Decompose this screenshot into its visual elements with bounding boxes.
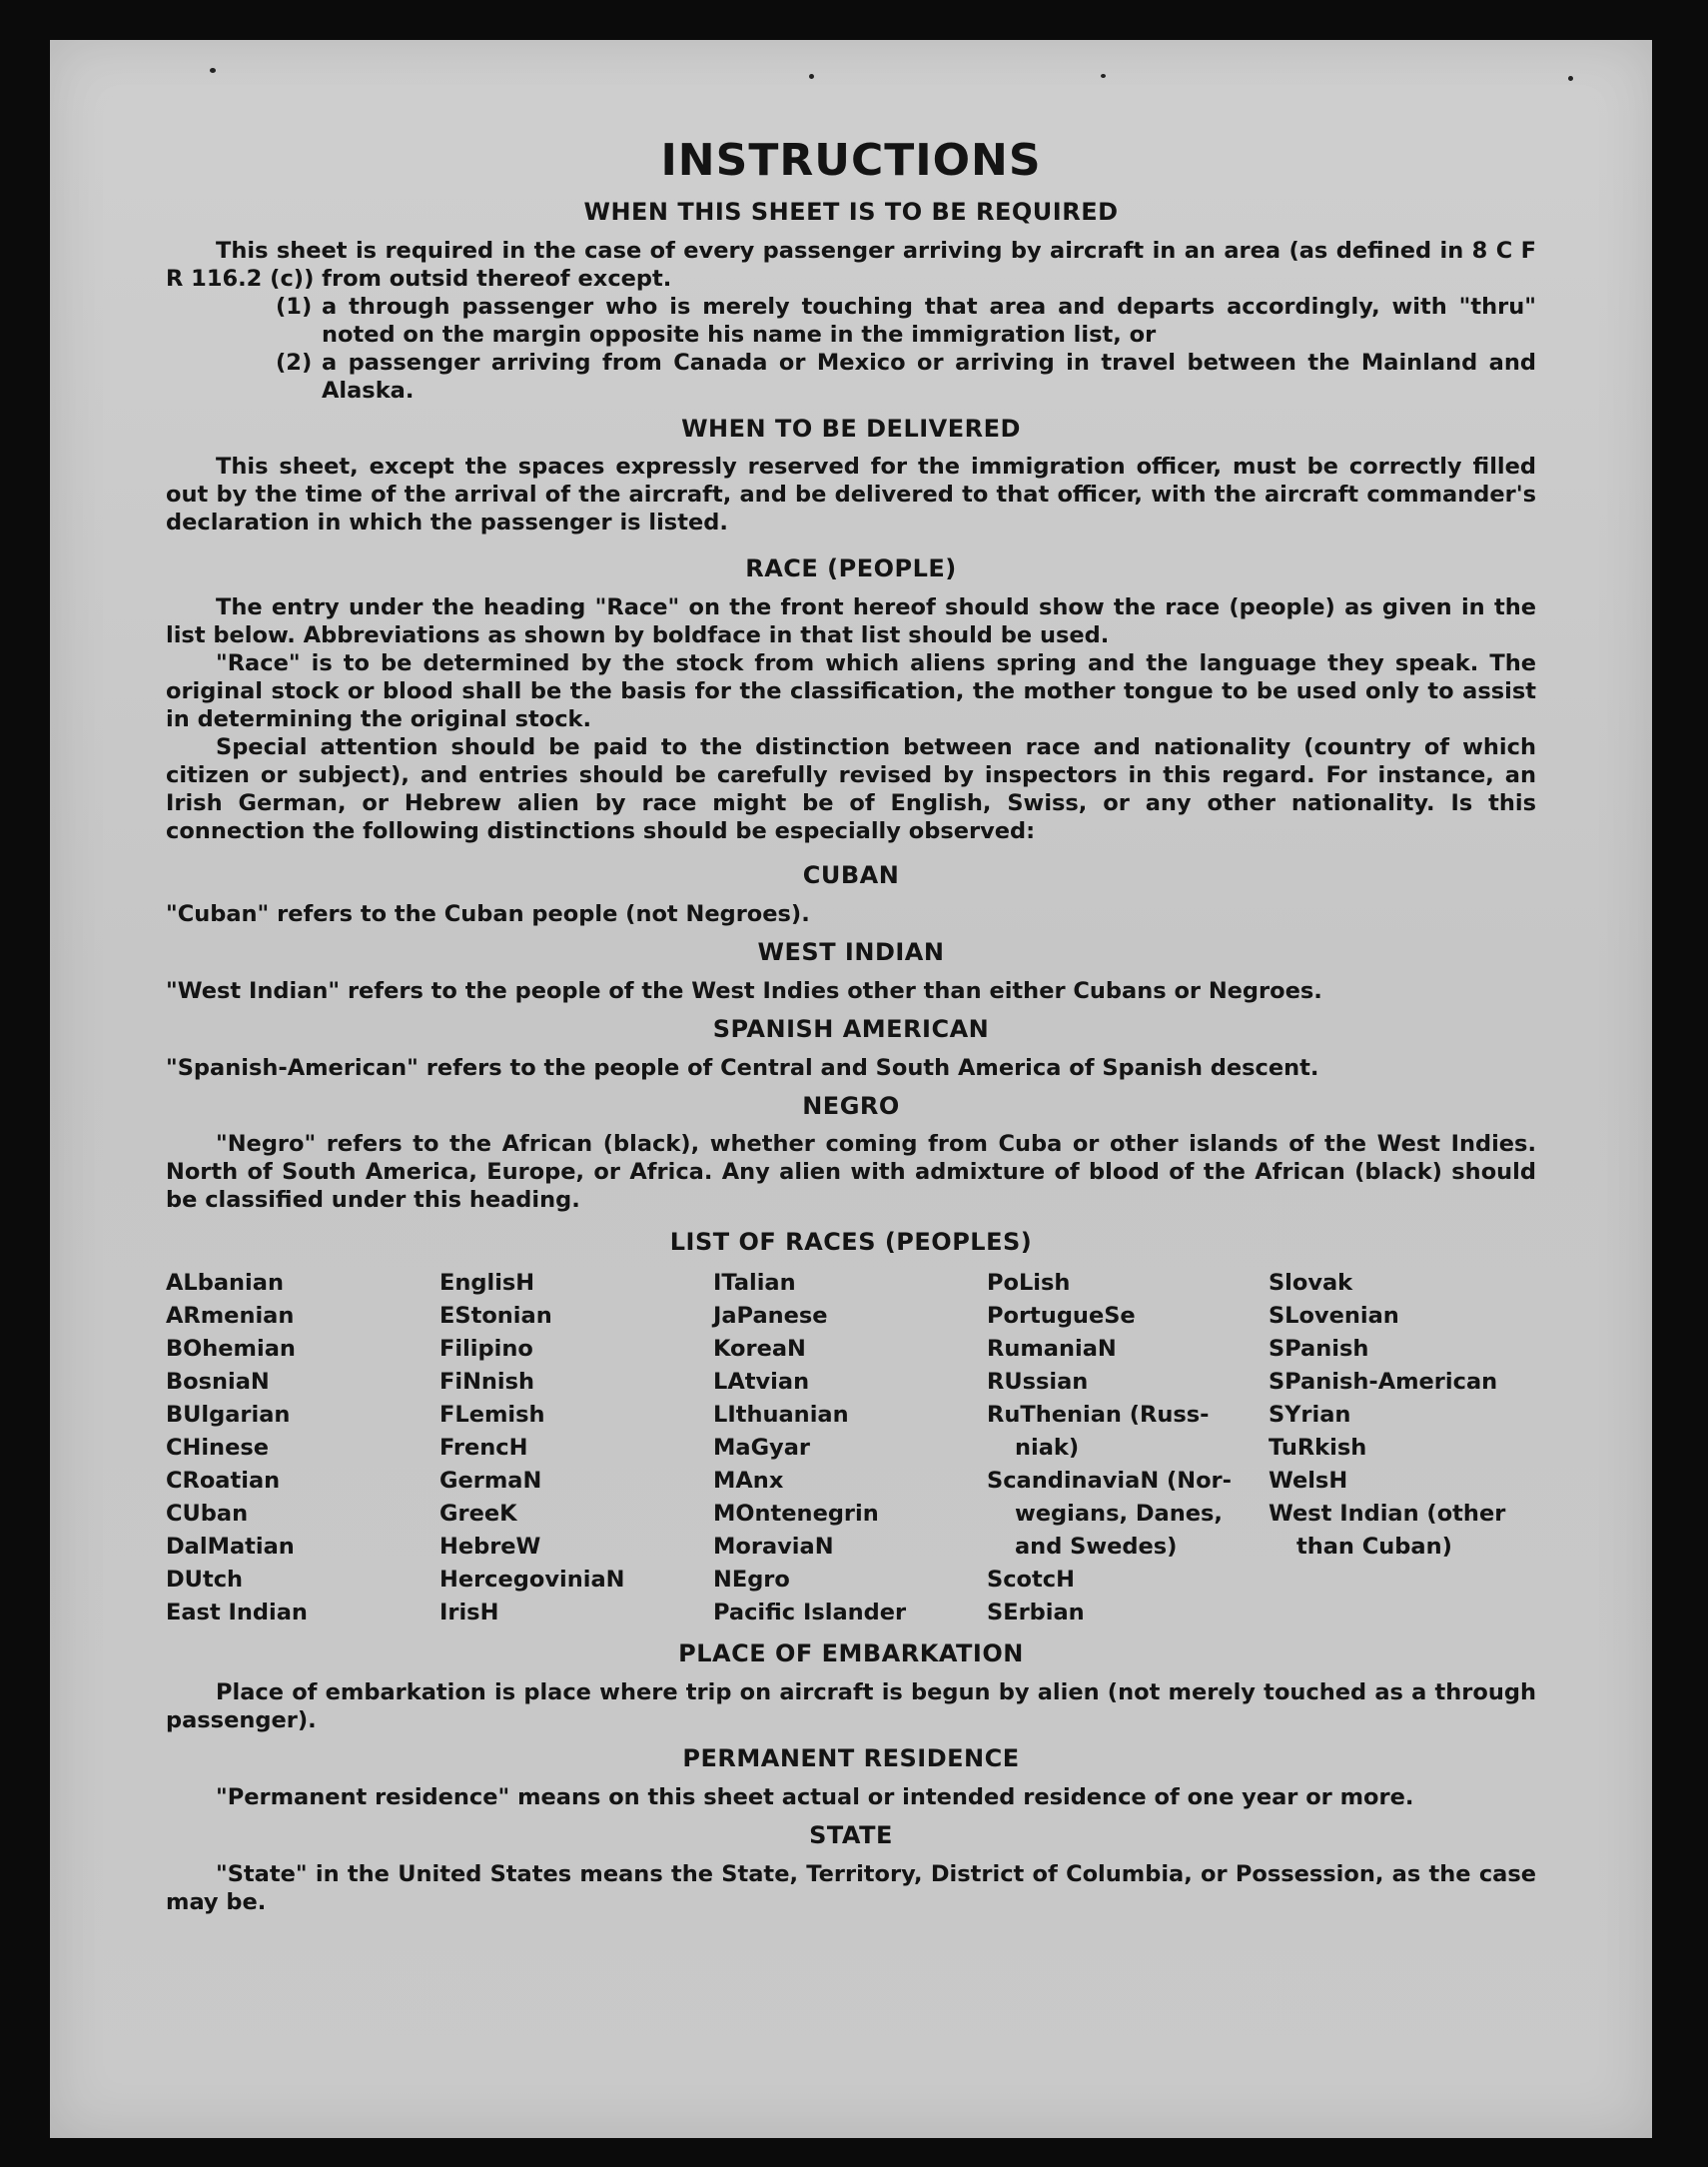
heading-negro: NEGRO — [802, 1091, 900, 1120]
race-item: CUban — [166, 1501, 249, 1528]
race-item: ITalian — [713, 1270, 796, 1297]
race-item: West Indian (other — [1268, 1501, 1506, 1528]
race-item: DalMatian — [166, 1534, 295, 1561]
race-item: FiNnish — [439, 1369, 535, 1396]
document-title: INSTRUCTIONS — [660, 135, 1042, 186]
race-item: HebreW — [439, 1534, 541, 1561]
heading-embarkation: PLACE OF EMBARKATION — [678, 1639, 1024, 1668]
race-item: FrencH — [439, 1435, 528, 1462]
race-item: MaGyar — [713, 1435, 810, 1462]
race-item: MOntenegrin — [713, 1501, 879, 1528]
document-sheet — [50, 40, 1652, 2138]
races-column-5 — [1269, 1267, 1536, 1629]
instructions-content — [166, 135, 1536, 1916]
race-item: CHinese — [166, 1435, 269, 1462]
heading-state: STATE — [809, 1820, 893, 1849]
paragraph-negro: "Negro" refers to the African (black), whether coming from Cuba or other islands of the West Indies. North of South America, Europe, or Africa. Any alien with admixture of blood of the African (black) should be classified under this heading. — [166, 1131, 1536, 1214]
race-item: SPanish-American — [1268, 1369, 1498, 1396]
exception-list — [276, 293, 1536, 405]
race-item: BOhemian — [166, 1336, 296, 1363]
race-item: GreeK — [439, 1501, 517, 1528]
race-item: ScandinaviaN (Nor- — [987, 1468, 1232, 1495]
list-item: (1) a through passenger who is merely touching that area and departs accordingly, with "thru" noted on the margin opposite his name in the immigration list, or — [276, 293, 1536, 348]
race-item: LAtvian — [713, 1369, 810, 1396]
print-speck — [809, 74, 814, 79]
races-column-1 — [166, 1267, 439, 1629]
paragraph-cuban: "Cuban" refers to the Cuban people (not Negroes). — [166, 900, 810, 927]
print-speck — [210, 68, 216, 73]
race-item: SLovenian — [1268, 1303, 1399, 1330]
heading-races-list: LIST OF RACES (PEOPLES) — [669, 1228, 1033, 1257]
paragraph-spanish-american: "Spanish-American" refers to the people of Central and South America of Spanish descent. — [166, 1054, 1319, 1081]
print-speck — [1568, 76, 1573, 81]
race-item: TuRkish — [1268, 1435, 1367, 1462]
races-list — [166, 1267, 1536, 1629]
race-item: PoLish — [987, 1270, 1071, 1297]
race-item-continuation: niak) — [1015, 1435, 1080, 1462]
race-item: MoraviaN — [713, 1534, 834, 1561]
race-item: MAnx — [713, 1468, 784, 1495]
race-item: JaPanese — [713, 1303, 828, 1330]
race-item: BosniaN — [166, 1369, 270, 1396]
print-speck — [1101, 74, 1106, 78]
race-item: WelsH — [1268, 1468, 1348, 1495]
race-item: SPanish — [1268, 1336, 1369, 1363]
race-item: Slovak — [1268, 1270, 1353, 1297]
race-item: Pacific Islander — [713, 1600, 907, 1626]
race-item: ARmenian — [166, 1303, 295, 1330]
heading-race: RACE (PEOPLE) — [745, 554, 957, 583]
race-item: RUssian — [987, 1369, 1089, 1396]
race-item: DUtch — [166, 1567, 244, 1594]
heading-spanish-american: SPANISH AMERICAN — [712, 1014, 990, 1043]
race-item: EStonian — [439, 1303, 552, 1330]
race-item: LIthuanian — [713, 1402, 849, 1429]
race-item: NEgro — [713, 1567, 790, 1594]
races-column-2 — [439, 1267, 713, 1629]
heading-cuban: CUBAN — [802, 861, 900, 890]
race-item: RumaniaN — [987, 1336, 1117, 1363]
races-column-4 — [987, 1267, 1269, 1629]
heading-permanent-residence: PERMANENT RESIDENCE — [682, 1743, 1020, 1772]
race-item: SYrian — [1268, 1402, 1351, 1429]
heading-when-required: WHEN THIS SHEET IS TO BE REQUIRED — [583, 197, 1119, 226]
paragraph-state: "State" in the United States means the State, Territory, District of Columbia, or Possession, as the case may be. — [166, 1860, 1536, 1915]
paragraph-when-delivered: This sheet, except the spaces expressly reserved for the immigration officer, must be correctly filled out by the time of the arrival of the aircraft, and be delivered to that officer, with the aircraft commander's declaration in which the passenger is listed. — [166, 454, 1536, 537]
heading-when-delivered: WHEN TO BE DELIVERED — [681, 414, 1021, 443]
race-item: Filipino — [439, 1336, 533, 1363]
paragraph-race-3: Special attention should be paid to the distinction between race and nationality (country of which citizen or subject), and entries should be carefully revised by inspectors in this regard. For instance, an Irish German, or Hebrew alien by race might be of English, Swiss, or any other nationality. Is this connection the following distinctions should be especially observed: — [166, 734, 1536, 845]
paragraph-permanent-residence: "Permanent residence" means on this sheet actual or intended residence of one year or more. — [216, 1783, 1414, 1810]
race-item: HercegoviniaN — [439, 1567, 625, 1594]
race-item: RuThenian (Russ- — [987, 1402, 1210, 1429]
list-item: (2) a passenger arriving from Canada or Mexico or arriving in travel between the Mainland and Alaska. — [276, 349, 1536, 404]
race-item-continuation: and Swedes) — [1015, 1534, 1178, 1561]
race-item: BUlgarian — [166, 1402, 291, 1429]
race-item: ALbanian — [166, 1270, 284, 1297]
race-item: IrisH — [439, 1600, 499, 1626]
race-item: East Indian — [166, 1600, 308, 1626]
race-item: SErbian — [987, 1600, 1085, 1626]
races-column-3 — [713, 1267, 987, 1629]
race-item: EnglisH — [439, 1270, 535, 1297]
race-item: CRoatian — [166, 1468, 281, 1495]
race-item: KoreaN — [713, 1336, 806, 1363]
paragraph-race-2: "Race" is to be determined by the stock from which aliens spring and the language they speak. The original stock or blood shall be the basis for the classification, the mother tongue to be used only to assist in determining the original stock. — [166, 650, 1536, 733]
paragraph-race-1: The entry under the heading "Race" on the front hereof should show the race (people) as given in the list below. Abbreviations as shown by boldface in that list should be used. — [166, 594, 1536, 649]
heading-west-indian: WEST INDIAN — [757, 937, 945, 966]
race-item-continuation: wegians, Danes, — [1015, 1501, 1223, 1528]
paragraph-west-indian: "West Indian" refers to the people of the West Indies other than either Cubans or Negroes. — [166, 977, 1322, 1004]
race-item: FLemish — [439, 1402, 545, 1429]
race-item: ScotcH — [987, 1567, 1075, 1594]
paragraph-when-required: This sheet is required in the case of every passenger arriving by aircraft in an area (as defined in 8 C F R 116.2 (c)) from outsid thereof except. — [166, 237, 1536, 292]
race-item: GermaN — [439, 1468, 542, 1495]
race-item: PortugueSe — [987, 1303, 1136, 1330]
race-item-continuation: than Cuban) — [1295, 1534, 1452, 1561]
paragraph-embarkation: Place of embarkation is place where trip on aircraft is begun by alien (not merely touched as a through passenger). — [166, 1678, 1536, 1733]
